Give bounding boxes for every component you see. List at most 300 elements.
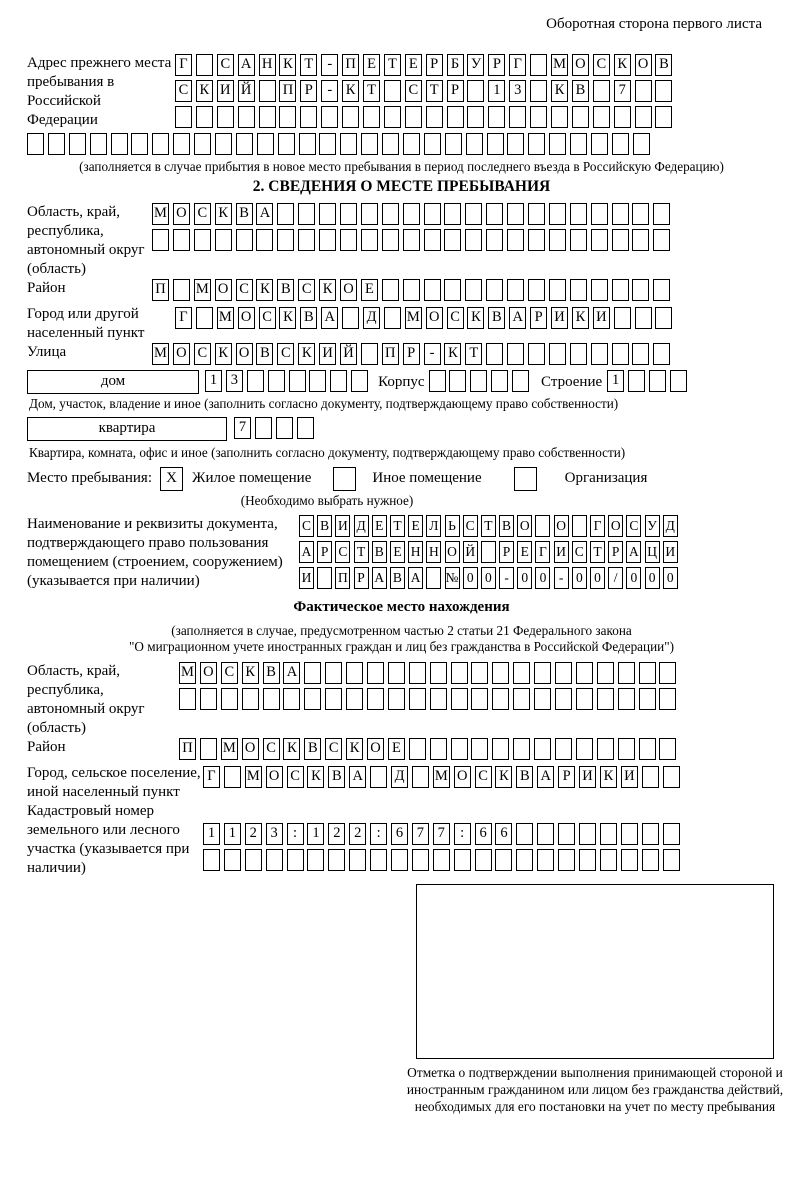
cadastral-row-2 bbox=[203, 849, 683, 871]
char-box bbox=[570, 279, 587, 301]
char-box bbox=[516, 849, 533, 871]
char-box bbox=[491, 370, 508, 392]
char-box bbox=[653, 279, 670, 301]
stamp-caption: Отметка о подтверждении выполнения принимающей стороной и иностранным гражданином или лицом без гражданства действий, необходимых для его постановки на учет по месту пребывания bbox=[406, 1065, 784, 1115]
apartment-number-cells bbox=[234, 417, 318, 439]
char-box bbox=[481, 541, 496, 563]
char-box: 3 bbox=[226, 370, 243, 392]
char-box: П bbox=[152, 279, 169, 301]
stay-type-caption: (Необходимо выбрать нужное) bbox=[240, 492, 414, 508]
char-box: С bbox=[405, 80, 422, 102]
char-box: 2 bbox=[349, 823, 366, 845]
char-box: О bbox=[215, 279, 232, 301]
char-box bbox=[412, 766, 429, 788]
region-block bbox=[27, 203, 776, 279]
char-box: 6 bbox=[391, 823, 408, 845]
char-box bbox=[659, 688, 676, 710]
char-box bbox=[612, 229, 629, 251]
char-box bbox=[429, 370, 446, 392]
char-box: К bbox=[279, 54, 296, 76]
char-box: К bbox=[572, 307, 589, 329]
char-box bbox=[300, 106, 317, 128]
char-box: 3 bbox=[509, 80, 526, 102]
char-box bbox=[570, 133, 587, 155]
char-box bbox=[351, 370, 368, 392]
char-box: М bbox=[194, 279, 211, 301]
char-box bbox=[572, 515, 587, 537]
char-box bbox=[367, 662, 384, 684]
char-box: - bbox=[554, 567, 569, 589]
char-box bbox=[412, 849, 429, 871]
char-box: О bbox=[340, 279, 357, 301]
char-box bbox=[528, 133, 545, 155]
stroenie-label: Строение bbox=[541, 374, 603, 391]
char-box bbox=[297, 417, 314, 439]
char-box bbox=[409, 688, 426, 710]
char-box: П bbox=[382, 343, 399, 365]
char-box bbox=[444, 229, 461, 251]
char-box bbox=[405, 106, 422, 128]
char-box bbox=[507, 279, 524, 301]
char-box: Р bbox=[447, 80, 464, 102]
char-box bbox=[370, 766, 387, 788]
char-box: О bbox=[238, 307, 255, 329]
char-box bbox=[268, 370, 285, 392]
char-box: О bbox=[236, 343, 253, 365]
char-box: А bbox=[408, 567, 423, 589]
char-box bbox=[430, 688, 447, 710]
char-box bbox=[330, 370, 347, 392]
char-box bbox=[618, 662, 635, 684]
char-box: Е bbox=[517, 541, 532, 563]
char-box: В bbox=[655, 54, 672, 76]
char-box: : bbox=[287, 823, 304, 845]
char-box bbox=[530, 106, 547, 128]
char-box: А bbox=[256, 203, 273, 225]
char-box bbox=[430, 662, 447, 684]
char-box bbox=[663, 766, 680, 788]
actual-region-row-1 bbox=[179, 662, 680, 684]
char-box bbox=[600, 849, 617, 871]
char-box: О bbox=[608, 515, 623, 537]
char-box bbox=[289, 370, 306, 392]
char-box bbox=[670, 370, 687, 392]
char-box bbox=[424, 279, 441, 301]
char-box: : bbox=[454, 823, 471, 845]
char-box bbox=[655, 106, 672, 128]
char-box bbox=[317, 567, 332, 589]
char-box: Т bbox=[300, 54, 317, 76]
char-box: С bbox=[236, 279, 253, 301]
char-box bbox=[309, 370, 326, 392]
char-box: Й bbox=[463, 541, 478, 563]
char-box bbox=[236, 229, 253, 251]
char-box bbox=[111, 133, 128, 155]
char-box bbox=[200, 738, 217, 760]
char-box: 7 bbox=[234, 417, 251, 439]
char-box bbox=[659, 738, 676, 760]
char-box bbox=[48, 133, 65, 155]
char-box: Т bbox=[390, 515, 405, 537]
char-box: К bbox=[242, 662, 259, 684]
char-box: В bbox=[300, 307, 317, 329]
char-box: О bbox=[554, 515, 569, 537]
char-box bbox=[507, 229, 524, 251]
char-box: К bbox=[444, 343, 461, 365]
document-label: Наименование и реквизиты документа, подтверждающего право пользования помещением (строением, сооружением) (указывается при наличии) bbox=[27, 515, 283, 589]
char-box bbox=[340, 133, 357, 155]
char-box bbox=[555, 688, 572, 710]
char-box bbox=[612, 279, 629, 301]
char-box bbox=[486, 343, 503, 365]
char-box: Т bbox=[384, 54, 401, 76]
char-box: К bbox=[495, 766, 512, 788]
char-box bbox=[512, 370, 529, 392]
char-box bbox=[444, 203, 461, 225]
prev-address-block bbox=[27, 54, 776, 133]
stay-type-checkbox-other bbox=[333, 467, 356, 491]
char-box: А bbox=[299, 541, 314, 563]
char-box: 3 bbox=[266, 823, 283, 845]
char-box bbox=[570, 203, 587, 225]
char-box bbox=[534, 688, 551, 710]
char-box: 0 bbox=[463, 567, 478, 589]
char-box bbox=[534, 662, 551, 684]
char-box: С bbox=[263, 738, 280, 760]
stroenie-cells bbox=[607, 370, 691, 392]
city-block bbox=[27, 305, 776, 343]
char-box: И bbox=[319, 343, 336, 365]
actual-district-row bbox=[179, 738, 680, 760]
char-box: А bbox=[283, 662, 300, 684]
char-box: Д bbox=[354, 515, 369, 537]
char-box bbox=[549, 203, 566, 225]
char-box bbox=[659, 662, 676, 684]
char-box: М bbox=[405, 307, 422, 329]
prev-address-row-3 bbox=[175, 106, 676, 128]
char-box: Й bbox=[340, 343, 357, 365]
char-box: 6 bbox=[475, 823, 492, 845]
char-box: Т bbox=[465, 343, 482, 365]
char-box: Е bbox=[408, 515, 423, 537]
char-box: 6 bbox=[495, 823, 512, 845]
char-box bbox=[635, 106, 652, 128]
char-box bbox=[579, 823, 596, 845]
char-box bbox=[513, 738, 530, 760]
char-box bbox=[424, 133, 441, 155]
char-box bbox=[621, 849, 638, 871]
char-box: С bbox=[626, 515, 641, 537]
char-box: 7 bbox=[614, 80, 631, 102]
char-box: В bbox=[277, 279, 294, 301]
char-box bbox=[530, 54, 547, 76]
char-box bbox=[409, 662, 426, 684]
char-box: 0 bbox=[626, 567, 641, 589]
char-box bbox=[196, 106, 213, 128]
char-box: О bbox=[367, 738, 384, 760]
char-box bbox=[346, 662, 363, 684]
char-box bbox=[635, 80, 652, 102]
char-box bbox=[217, 106, 234, 128]
char-box: А bbox=[626, 541, 641, 563]
char-box: Д bbox=[363, 307, 380, 329]
char-box bbox=[551, 106, 568, 128]
actual-city-row bbox=[203, 766, 683, 788]
char-box: П bbox=[179, 738, 196, 760]
char-box bbox=[475, 849, 492, 871]
char-box bbox=[298, 203, 315, 225]
char-box: К bbox=[346, 738, 363, 760]
char-box: 0 bbox=[535, 567, 550, 589]
stay-type-option-residential: Жилое помещение bbox=[192, 470, 312, 486]
district-label: Район bbox=[27, 279, 66, 296]
char-box: Н bbox=[259, 54, 276, 76]
char-box: 1 bbox=[203, 823, 220, 845]
char-box bbox=[263, 688, 280, 710]
char-box bbox=[597, 662, 614, 684]
char-box bbox=[388, 688, 405, 710]
char-box bbox=[361, 343, 378, 365]
char-box: Р bbox=[354, 567, 369, 589]
char-box: Й bbox=[238, 80, 255, 102]
char-box bbox=[507, 203, 524, 225]
actual-location-caption-2: "О миграционном учете иностранных граждан и лиц без гражданства в Российской Федерации") bbox=[129, 639, 674, 655]
char-box bbox=[470, 370, 487, 392]
char-box: Е bbox=[405, 54, 422, 76]
char-box bbox=[537, 849, 554, 871]
char-box: О bbox=[266, 766, 283, 788]
char-box: О bbox=[426, 307, 443, 329]
char-box bbox=[495, 849, 512, 871]
char-box bbox=[382, 279, 399, 301]
char-box bbox=[325, 688, 342, 710]
char-box: С bbox=[259, 307, 276, 329]
char-box: М bbox=[217, 307, 234, 329]
char-box bbox=[549, 343, 566, 365]
char-box bbox=[558, 823, 575, 845]
actual-city-block bbox=[27, 764, 776, 802]
document-row-2 bbox=[299, 541, 681, 563]
char-box: С bbox=[221, 662, 238, 684]
char-box bbox=[173, 133, 190, 155]
char-box: Р bbox=[608, 541, 623, 563]
char-box: К bbox=[256, 279, 273, 301]
char-box bbox=[196, 307, 213, 329]
char-box: С bbox=[447, 307, 464, 329]
char-box bbox=[426, 567, 441, 589]
korpus-label: Корпус bbox=[378, 374, 425, 391]
char-box bbox=[403, 279, 420, 301]
char-box bbox=[382, 229, 399, 251]
char-box bbox=[593, 80, 610, 102]
char-box bbox=[224, 849, 241, 871]
char-box: В bbox=[328, 766, 345, 788]
char-box bbox=[242, 688, 259, 710]
char-box bbox=[632, 229, 649, 251]
char-box bbox=[528, 229, 545, 251]
char-box: С bbox=[298, 279, 315, 301]
char-box: М bbox=[551, 54, 568, 76]
actual-district-label: Район bbox=[27, 739, 66, 756]
char-box: О bbox=[200, 662, 217, 684]
char-box: 0 bbox=[590, 567, 605, 589]
char-box bbox=[639, 688, 656, 710]
char-box bbox=[653, 229, 670, 251]
region-row-1 bbox=[152, 203, 674, 225]
stay-type-option-organization: Организация bbox=[564, 470, 648, 486]
char-box: 1 bbox=[307, 823, 324, 845]
stay-type-checkbox-organization bbox=[514, 467, 537, 491]
char-box bbox=[238, 106, 255, 128]
char-box: 1 bbox=[488, 80, 505, 102]
char-box: Г bbox=[509, 54, 526, 76]
char-box bbox=[388, 662, 405, 684]
char-box: В bbox=[499, 515, 514, 537]
char-box bbox=[342, 106, 359, 128]
char-box bbox=[259, 80, 276, 102]
korpus-cells bbox=[429, 370, 533, 392]
char-box bbox=[328, 849, 345, 871]
char-box bbox=[325, 662, 342, 684]
char-box bbox=[255, 417, 272, 439]
char-box bbox=[465, 279, 482, 301]
char-box bbox=[454, 849, 471, 871]
char-box bbox=[612, 133, 629, 155]
prev-address-row-2 bbox=[175, 80, 676, 102]
char-box bbox=[277, 203, 294, 225]
char-box: А bbox=[372, 567, 387, 589]
char-box bbox=[597, 738, 614, 760]
char-box: - bbox=[321, 80, 338, 102]
char-box: К bbox=[279, 307, 296, 329]
char-box bbox=[487, 133, 504, 155]
char-box bbox=[245, 849, 262, 871]
char-box bbox=[175, 106, 192, 128]
char-box bbox=[572, 106, 589, 128]
char-box: 1 bbox=[205, 370, 222, 392]
char-box bbox=[424, 229, 441, 251]
char-box bbox=[256, 229, 273, 251]
char-box bbox=[649, 370, 666, 392]
char-box bbox=[278, 133, 295, 155]
house-type-box: дом bbox=[27, 370, 199, 394]
char-box bbox=[579, 849, 596, 871]
char-box: К bbox=[600, 766, 617, 788]
char-box bbox=[173, 229, 190, 251]
char-box bbox=[488, 106, 505, 128]
char-box bbox=[298, 229, 315, 251]
char-box bbox=[152, 133, 169, 155]
char-box bbox=[642, 849, 659, 871]
char-box bbox=[319, 133, 336, 155]
char-box bbox=[384, 80, 401, 102]
char-box: Е bbox=[372, 515, 387, 537]
char-box bbox=[471, 662, 488, 684]
prev-address-row-1 bbox=[175, 54, 676, 76]
char-box: - bbox=[499, 567, 514, 589]
char-box bbox=[516, 823, 533, 845]
char-box: № bbox=[445, 567, 460, 589]
char-box: 2 bbox=[328, 823, 345, 845]
char-box bbox=[492, 738, 509, 760]
char-box bbox=[391, 849, 408, 871]
char-box bbox=[570, 229, 587, 251]
char-box bbox=[513, 688, 530, 710]
char-box bbox=[319, 203, 336, 225]
char-box bbox=[535, 515, 550, 537]
page-side-note: Оборотная сторона первого листа bbox=[546, 16, 762, 32]
prev-address-row-4 bbox=[27, 133, 776, 155]
actual-location-caption-1: (заполняется в случае, предусмотренном частью 2 статьи 21 Федерального закона bbox=[171, 623, 632, 639]
char-box: Н bbox=[426, 541, 441, 563]
char-box bbox=[340, 229, 357, 251]
char-box bbox=[236, 133, 253, 155]
char-box bbox=[451, 738, 468, 760]
char-box bbox=[600, 823, 617, 845]
document-block bbox=[27, 515, 776, 594]
char-box: Т bbox=[354, 541, 369, 563]
char-box bbox=[321, 106, 338, 128]
char-box bbox=[509, 106, 526, 128]
char-box: И bbox=[217, 80, 234, 102]
char-box bbox=[467, 80, 484, 102]
char-box: В bbox=[390, 567, 405, 589]
char-box: С bbox=[277, 343, 294, 365]
char-box: В bbox=[236, 203, 253, 225]
char-box bbox=[618, 738, 635, 760]
house-caption: Дом, участок, владение и иное (заполнить согласно документу, подтверждающему право собственности) bbox=[29, 396, 619, 412]
char-box bbox=[224, 766, 241, 788]
char-box: Ь bbox=[445, 515, 460, 537]
char-box bbox=[591, 203, 608, 225]
char-box bbox=[299, 133, 316, 155]
char-box bbox=[537, 823, 554, 845]
cadastral-label: Кадастровый номер земельного или лесного участка (указывается при наличии) bbox=[27, 803, 190, 877]
section2-title: 2. СВЕДЕНИЯ О МЕСТЕ ПРЕБЫВАНИЯ bbox=[252, 177, 551, 195]
char-box bbox=[259, 106, 276, 128]
char-box: В bbox=[256, 343, 273, 365]
char-box bbox=[247, 370, 264, 392]
char-box: И bbox=[554, 541, 569, 563]
char-box bbox=[655, 80, 672, 102]
char-box: П bbox=[335, 567, 350, 589]
prev-address-label: Адрес прежнего места пребывания в Российской Федерации bbox=[27, 55, 172, 128]
char-box bbox=[194, 229, 211, 251]
char-box: - bbox=[321, 54, 338, 76]
char-box: О bbox=[572, 54, 589, 76]
char-box bbox=[632, 279, 649, 301]
char-box: Г bbox=[535, 541, 550, 563]
char-box bbox=[304, 662, 321, 684]
char-box: К bbox=[196, 80, 213, 102]
char-box bbox=[618, 688, 635, 710]
char-box bbox=[528, 279, 545, 301]
char-box: 0 bbox=[645, 567, 660, 589]
actual-region-block bbox=[27, 662, 776, 738]
char-box bbox=[635, 307, 652, 329]
char-box bbox=[382, 203, 399, 225]
char-box bbox=[370, 849, 387, 871]
char-box: У bbox=[645, 515, 660, 537]
region-row-2 bbox=[152, 229, 674, 251]
char-box bbox=[200, 688, 217, 710]
char-box bbox=[467, 106, 484, 128]
char-box bbox=[621, 823, 638, 845]
apartment-row bbox=[27, 417, 776, 443]
char-box: Е bbox=[390, 541, 405, 563]
char-box bbox=[221, 688, 238, 710]
house-number-cells bbox=[205, 370, 372, 392]
